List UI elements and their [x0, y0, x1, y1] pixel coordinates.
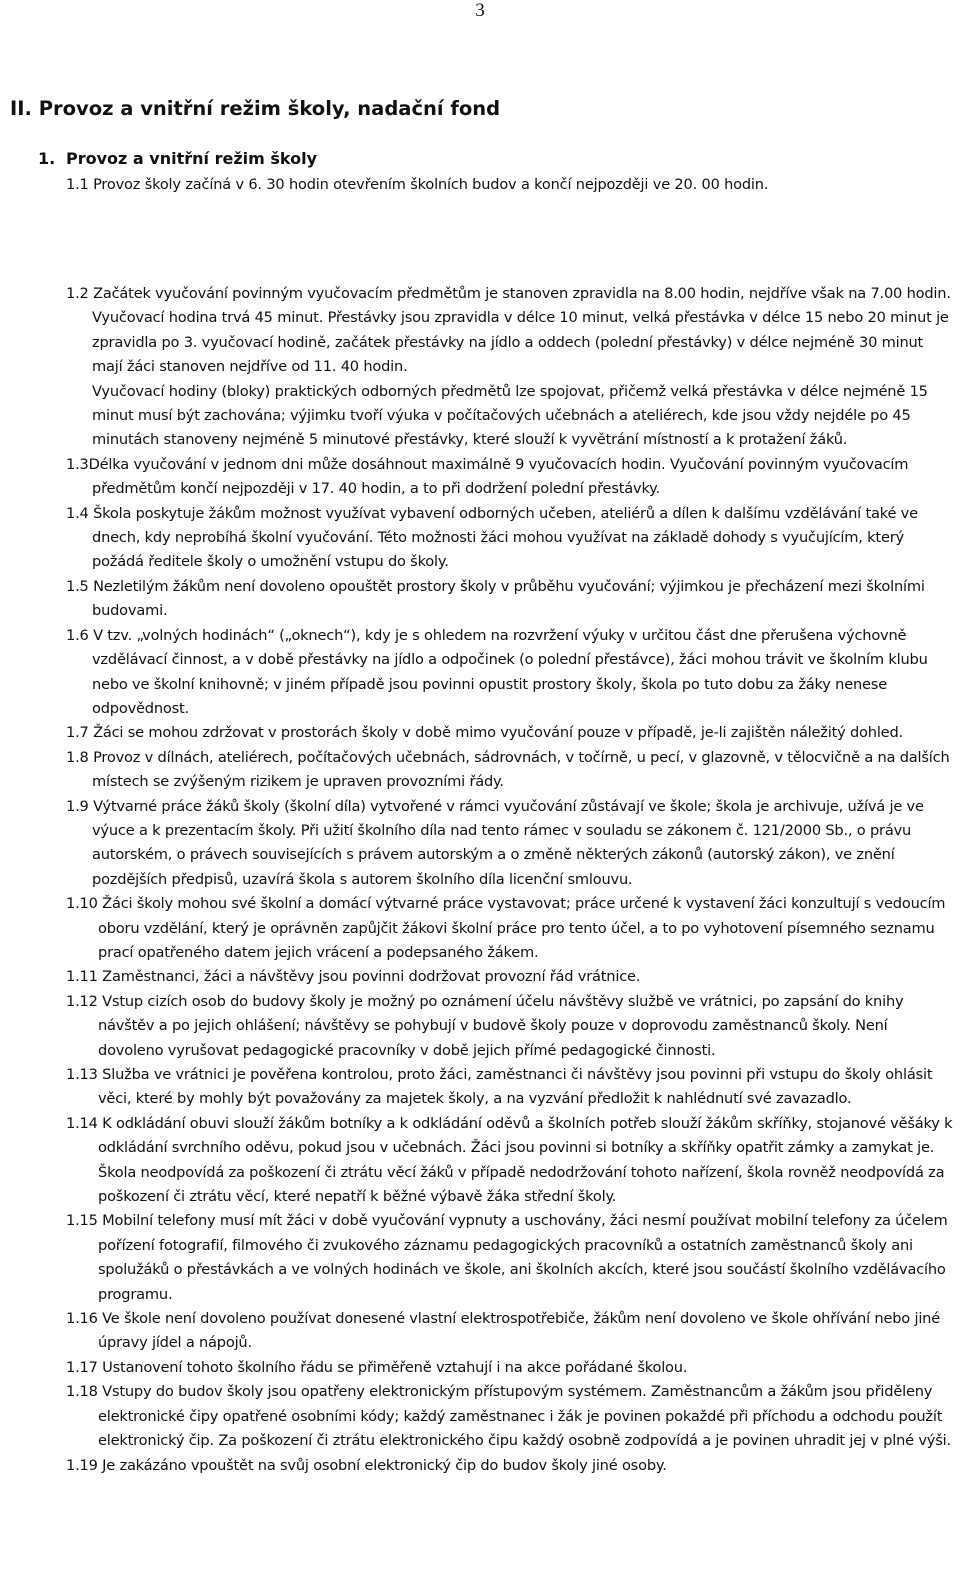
item-text: V tzv. „volných hodinách“ („oknech“), kdy je s ohledem na rozvržení výuky v určitou část dne přerušena výchovně vzdělávací činnost, a v době přestávky na jídlo a odpočinek (o polední přestávce), žáci mohou trávit ve školním klubu nebo ve školní knihovně; v jiném případě jsou povinni opustit prostory školy, škola po tuto dobu za žáky nenese odpovědnost.: [92, 626, 928, 717]
list-item: [66, 1209, 954, 1307]
item-number: 1.7: [66, 724, 89, 742]
list-item: [66, 990, 954, 1063]
list-item: [66, 746, 954, 795]
subsection-title: Provoz a vnitřní režim školy: [66, 149, 317, 168]
list-item: [66, 1454, 954, 1478]
item-text: Délka vyučování v jednom dni může dosáhnout maximálně 9 vyučovacích hodin. Vyučování povinným vyučovacím předmětům končí nejpozději v 17. 40 hodin, a to při dodržení polední přestávky.: [88, 455, 909, 498]
list-item: [66, 453, 954, 502]
list-item: [66, 624, 954, 722]
subsection-number: 1.: [38, 149, 56, 168]
item-number: 1.11: [66, 968, 98, 986]
item-number: 1.12: [66, 992, 98, 1010]
list-item: [66, 575, 954, 624]
list-item: [66, 1307, 954, 1356]
list-item: [66, 282, 954, 380]
item-text: Žáci se mohou zdržovat v prostorách školy v době mimo vyučování pouze v případě, je-li zajištěn náležitý dohled.: [93, 724, 903, 742]
item-number: 1.2: [66, 285, 89, 302]
item-text: Služba ve vrátnici je pověřena kontrolou, proto žáci, zaměstnanci či návštěvy jsou povinni při vstupu do školy ohlásit věci, které by mohly být považovány za majetek školy, a na vyzvání předložit k nahlédnutí své zavazadlo.: [98, 1066, 933, 1108]
list-item: [66, 1380, 954, 1453]
item-number: 1.15: [66, 1212, 98, 1230]
list-item: [66, 380, 954, 453]
item-number: 1.4: [66, 504, 89, 522]
item-number: 1.16: [66, 1310, 98, 1328]
item-number: 1.17: [66, 1358, 98, 1376]
item-number: 1.19: [66, 1456, 98, 1474]
list-item: [66, 1112, 954, 1210]
item-text: Výtvarné práce žáků školy (školní díla) vytvořené v rámci vyučování zůstávají ve škole; škola je archivuje, užívá je ve výuce a k prezentacím školy. Při užití školního díla nad tento rámec v souladu se zákonem č. 121/2000 Sb., o právu autorském, o právech souvisejících s právem autorským a o změně některých zákonů (autorský zákon), ve znění pozdějších předpisů, uzavírá škola s autorem školního díla licenční smlouvu.: [92, 797, 924, 888]
item-text: Ve škole není dovoleno používat donesené vlastní elektrospotřebiče, žákům není dovoleno ve škole ohřívání nebo jiné úpravy jídel a nápojů.: [98, 1310, 941, 1352]
item-number: 1.9: [66, 797, 89, 815]
item-text: Žáci školy mohou své školní a domácí výtvarné práce vystavovat; práce určené k vystavení žáci konzultují s vedoucím oboru vzdělání, který je oprávněn zapůjčit žákovi školní práce pro tento účel, a to po vyhotovení písemného seznamu prací opatřeného datem jejich vrácení a podepsaného žákem.: [98, 895, 946, 961]
section-heading: II. Provoz a vnitřní režim školy, nadační fond: [10, 97, 501, 120]
item-text: Vstup cizích osob do budovy školy je možný po oznámení účelu návštěvy službě ve vrátnici, po zapsání do knihy návštěv a po jejich ohlášení; návštěvy se pohybují v budově školy pouze v doprovodu zaměstnanců školy. Není dovoleno vyrušovat pedagogické pracovníky v době jejich přímé pedagogické činnosti.: [98, 992, 904, 1059]
item-number: 1.13: [66, 1066, 98, 1083]
item-text: Je zakázáno vpouštět na svůj osobní elektronický čip do budov školy jiné osoby.: [102, 1456, 667, 1474]
item-text: Zaměstnanci, žáci a návštěvy jsou povinni dodržovat provozní řád vrátnice.: [102, 968, 641, 986]
item-number: 1.10: [66, 895, 98, 913]
item-text: Vstupy do budov školy jsou opatřeny elektronickým přístupovým systémem. Zaměstnancům a žákům jsou přiděleny elektronické čipy opatřené osobními kódy; každý zaměstnanec i žák je povinen pokaždé při příchodu a odchodu použít elektronický čip. Za poškození či ztrátu elektronického čipu každý osobně zodpovídá a je povinen uhradit jej v plné výši.: [98, 1383, 951, 1450]
item-text: Vyučovací hodiny (bloky) praktických odborných předmětů lze spojovat, přičemž velká přestávka v délce nejméně 15 minut musí být zachována; výjimku tvoří výuka v počítačových učebnách a ateliérech, kde jsou vždy nejdéle po 45 minutách stanoveny nejméně 5 minutové přestávky, které slouží k vyvětrání místností a k protažení žáků.: [92, 382, 928, 449]
list-item: [66, 795, 954, 893]
item-number: 1.5: [66, 577, 89, 595]
item-number: 1.3: [66, 455, 89, 473]
list-item: [66, 965, 954, 989]
item-text: Mobilní telefony musí mít žáci v době vyučování vypnuty a uschovány, žáci nesmí používat mobilní telefony za účelem pořízení fotografií, filmového či zvukového záznamu pedagogických pracovníků a ostatních zaměstnanců školy ani spolužáků o přestávkách a ve volných hodinách ve škole, ani školních akcích, které jsou součástí školního vzdělávacího programu.: [98, 1212, 948, 1303]
item-number: 1.8: [66, 748, 89, 766]
page-number: 3: [475, 0, 485, 21]
item-text: Provoz v dílnách, ateliérech, počítačových učebnách, sádrovnách, v točírně, u pecí, v glazovně, v tělocvičně a na dalších místech se zvýšeným rizikem je upraven provozními řády.: [92, 748, 950, 791]
item-text: Ustanovení tohoto školního řádu se přiměřeně vztahují i na akce pořádané školou.: [102, 1358, 688, 1376]
list-item: [66, 1356, 954, 1380]
item-number: 1.6: [66, 626, 89, 644]
item-text: Nezletilým žákům není dovoleno opouštět prostory školy v průběhu vyučování; výjimkou je přecházení mezi školními budovami.: [92, 577, 925, 620]
list-item: [66, 1063, 954, 1112]
item-1-1: 1.1 Provoz školy začíná v 6. 30 hodin otevřením školních budov a končí nejpozději ve 20. 00 hodin.: [66, 177, 769, 193]
item-text: Škola poskytuje žákům možnost využívat vybavení odborných učeben, ateliérů a dílen k dalšímu vzdělávání také ve dnech, kdy neprobíhá školní vyučování. Této možnosti žáci mohou využívat na základě dohody s vyučujícím, který požádá ředitele školy o umožnění vstupu do školy.: [92, 504, 918, 571]
item-number: 1.18: [66, 1383, 98, 1401]
item-text: K odkládání obuvi slouží žákům botníky a k odkládání oděvů a školních potřeb slouží žákům skříňky, stojanové věšáky k odkládání svrchního oděvu, pokud jsou v učebnách. Žáci jsou povinni si botníky a skříňky opatřit zámky a zamykat je. Škola neodpovídá za poškození či ztrátu věcí žáků v případě nedodržování tohoto nařízení, škola rovněž neodpovídá za poškození či ztrátu věcí, které nepatří k běžné výbavě žáka střední školy.: [98, 1114, 953, 1206]
subsection-heading: [38, 147, 317, 171]
item-number: 1.14: [66, 1114, 98, 1132]
list-item: [66, 721, 954, 745]
list-item: [66, 502, 954, 575]
item-text: Začátek vyučování povinným vyučovacím předmětům je stanoven zpravidla na 8.00 hodin, nejdříve však na 7.00 hodin. Vyučovací hodina trvá 45 minut. Přestávky jsou zpravidla v délce 10 minut, velká přestávka v délce 15 nebo 20 minut je zpravidla po 3. vyučovací hodině, začátek přestávky na jídlo a oddech (polední přestávky) v délce nejméně 30 minut mají žáci stanoven nejdříve od 11. 40 hodin.: [92, 285, 951, 376]
list-item: [66, 892, 954, 965]
rules-list: [66, 282, 954, 1478]
